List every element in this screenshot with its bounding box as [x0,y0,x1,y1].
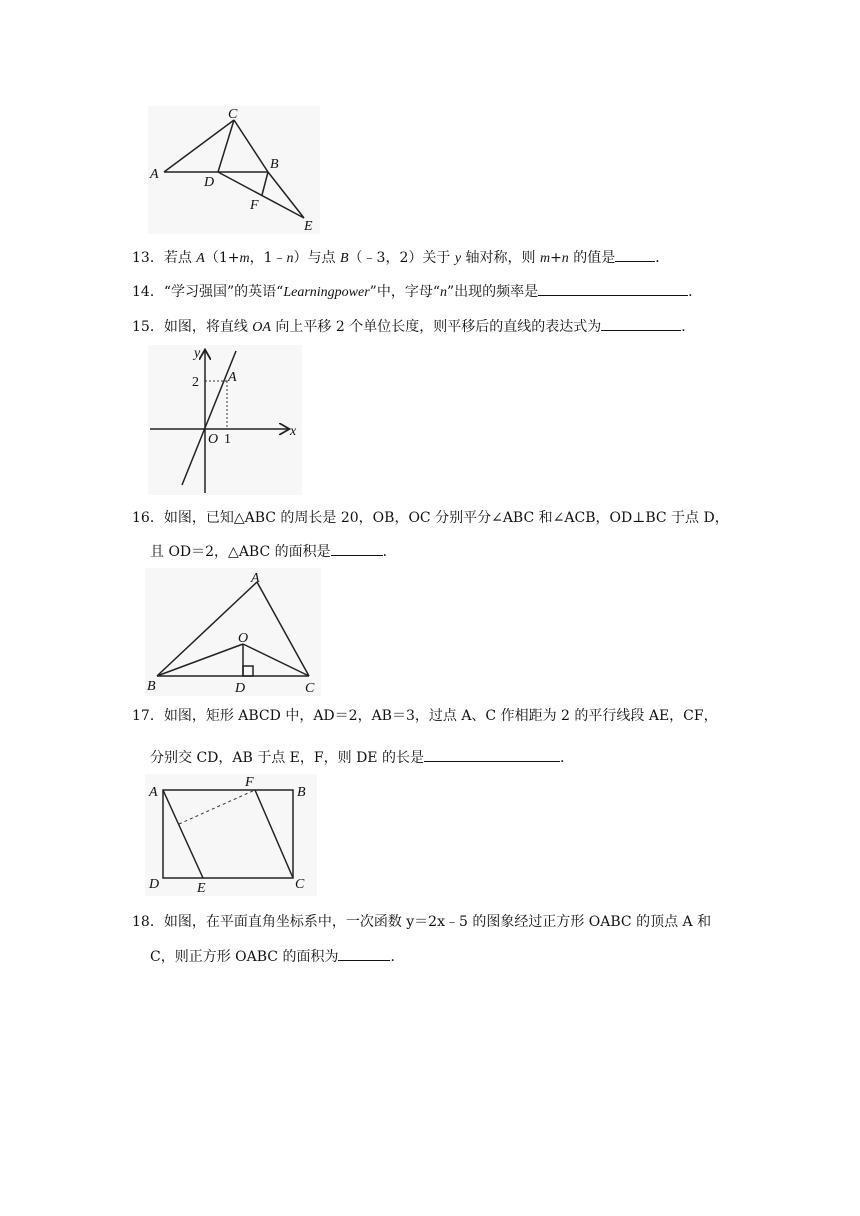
text: ）与点 [293,250,340,266]
figure-q15 [148,345,302,495]
label-F: F [245,775,254,790]
var: n [439,285,447,300]
axis-x-label: x [290,424,297,439]
question-number: 14． [132,284,164,300]
question-16-line2 [150,541,397,562]
answer-blank[interactable] [538,281,688,296]
text: 若点 [163,250,197,266]
text: （﹣3，2）关于 [348,250,455,266]
question-number: 15． [132,319,164,335]
answer-blank[interactable] [424,747,560,762]
question-17-line2 [150,747,574,768]
label-D: D [149,877,160,892]
text: 且 OD＝2，△ABC 的面积是 [150,544,331,560]
text: （1+ [204,250,240,266]
text: ，1﹣ [249,250,287,266]
label-B: B [270,157,279,172]
text: ． [681,319,696,335]
label-C: C [295,877,305,892]
text: 的值是 [568,250,616,266]
question-16-line1 [132,508,729,528]
label-A: A [150,167,159,182]
point-A-label: A [228,370,237,385]
label-E: E [197,881,206,896]
text: ”中，字母“ [369,284,440,300]
label-E: E [304,219,313,234]
text: 如图，在平面直角坐标系中，一次函数 y＝2x﹣5 的图象经过正方形 OABC 的顶点 A 和 [163,914,712,930]
var: m [539,251,551,266]
answer-blank[interactable] [331,541,383,556]
text: ． [655,250,670,266]
var: n [286,251,294,266]
question-number: 16． [132,510,164,526]
question-17-line1 [132,706,718,726]
question-number: 17． [132,708,164,724]
question-13 [132,247,669,269]
question-number: 13． [132,250,164,266]
var: n [561,251,569,266]
text: + [550,250,562,266]
label-C: C [228,107,238,122]
label-F: F [250,198,259,213]
text: 如图，矩形 ABCD 中，AD＝2，AB＝3，过点 A、C 作相距为 2 的平行线段 AE，CF， [163,708,718,724]
origin-label: O [208,432,219,447]
question-18-line1 [132,912,711,932]
label-O: O [238,631,249,646]
label-D: D [204,175,215,190]
label-A: A [251,571,260,586]
text: ”出现的频率是 [446,284,539,300]
label-B: B [297,785,306,800]
var: m [239,251,250,266]
question-15 [132,316,695,338]
text: 如图，将直线 [163,319,253,335]
text: ． [688,284,703,300]
text: ． [382,544,397,560]
text: 如图，已知△ABC 的周长是 20，OB，OC 分别平分∠ABC 和∠ACB，OD⊥BC 于点 D， [163,510,729,526]
text: 分别交 CD，AB 于点 E，F，则 DE 的长是 [150,750,424,766]
tick-2: 2 [192,375,199,390]
axis-y-label: y [194,346,201,361]
var: A [196,251,205,266]
text: C，则正方形 OABC 的面积为 [150,949,339,965]
var: Learningpower [283,285,370,300]
figure-q17 [145,774,317,896]
var: y [454,251,462,266]
question-14 [132,281,702,303]
figure-q12 [148,106,320,234]
label-A: A [149,785,158,800]
answer-blank[interactable] [601,316,681,331]
var: OA [252,320,271,335]
label-D: D [235,681,246,696]
figure-q16 [145,568,321,696]
var: B [339,251,349,266]
label-C: C [305,681,315,696]
question-18-line2 [150,946,404,967]
answer-blank[interactable] [338,946,390,961]
text: 轴对称，则 [461,250,540,266]
label-B: B [147,679,156,694]
answer-blank[interactable] [615,247,655,262]
text: “学习强国”的英语“ [163,284,284,300]
text: ． [390,949,405,965]
tick-1: 1 [224,432,231,447]
text: 向上平移 2 个单位长度，则平移后的直线的表达式为 [270,319,602,335]
text: ． [559,750,574,766]
question-number: 18． [132,914,164,930]
